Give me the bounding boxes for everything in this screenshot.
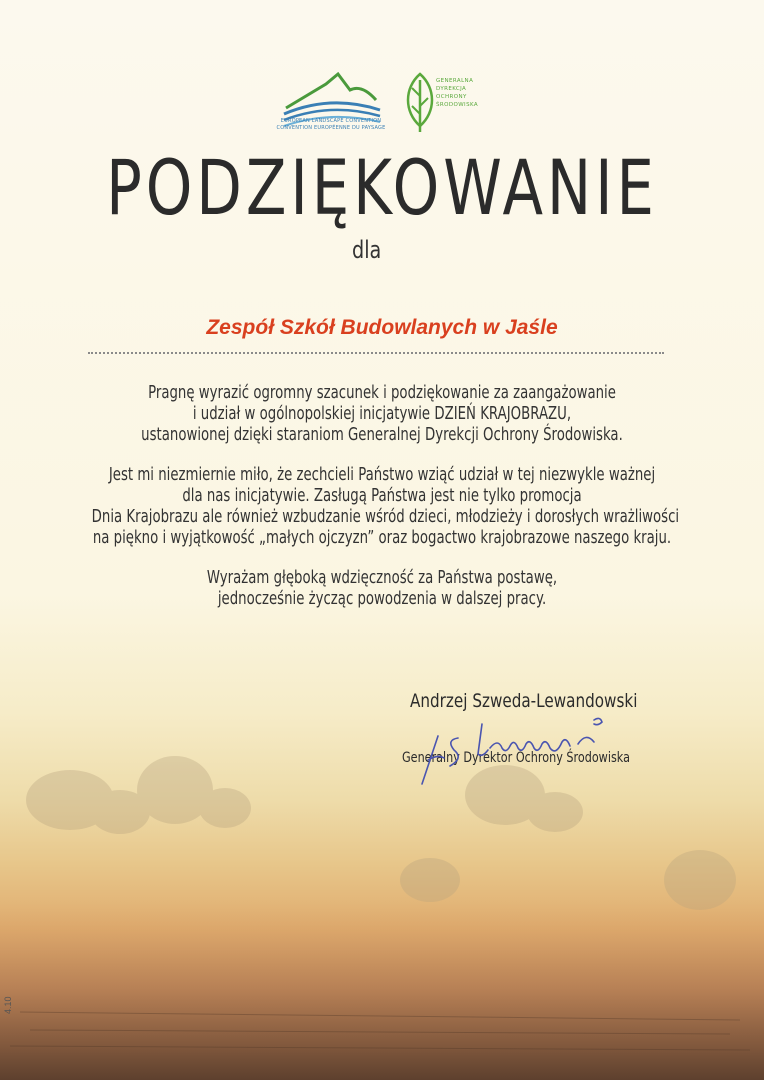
paragraph-gap: [92, 549, 673, 568]
body-line: jednocześnie życząc powodzenia w dalszej pracy.: [217, 589, 547, 609]
body-line: na piękno i wyjątkowość „małych ojczyzn” oraz bogactwo krajobrazowe naszego kraju.: [92, 528, 672, 548]
gdos-text-line: OCHRONY: [436, 94, 467, 100]
gdos-text-line: DYREKCJA: [436, 86, 467, 92]
signer-name: Andrzej Szweda-Lewandowski: [410, 690, 638, 712]
certificate-subtitle: dla: [352, 236, 382, 264]
certificate-body: [91, 383, 680, 610]
gdos-logo-text: [436, 77, 496, 109]
body-line: Dnia Krajobrazu ale również wzbudzanie wśród dzieci, młodzieży i dorosłych wrażliwości: [91, 507, 680, 527]
gdos-text-line: ŚRODOWISKA: [436, 102, 479, 108]
paragraph-gap: [92, 446, 673, 465]
body-line: dla nas inicjatywie. Zasługą Państwa jest nie tylko promocja: [182, 486, 582, 506]
elc-text-line: CONVENTION EUROPÉENNE DU PAYSAGE: [276, 125, 386, 131]
gdos-leaf-logo: [402, 68, 438, 134]
gdos-text-line: GENERALNA: [436, 78, 474, 84]
elc-text-line: EUROPEAN LANDSCAPE CONVENTION: [280, 118, 382, 124]
dotted-divider: [88, 352, 664, 354]
body-line: Jest mi niezmiernie miło, że zechcieli Państwo wziąć udział w tej niezwykle ważnej: [108, 465, 656, 485]
certificate-title: PODZIĘKOWANIE: [106, 143, 658, 232]
handwritten-signature: [398, 714, 614, 794]
body-line: i udział w ogólnopolskiej inicjatywie DZIEŃ KRAJOBRAZU,: [192, 404, 572, 424]
body-line: Pragnę wyrazić ogromny szacunek i podziękowanie za zaangażowanie: [148, 383, 616, 403]
elc-logo-text: [268, 118, 394, 132]
recipient-name: Zespół Szkół Budowlanych w Jaśle: [206, 316, 558, 339]
body-line: ustanowionej dzięki staraniom Generalnej Dyrekcji Ochrony Środowiska.: [141, 425, 623, 445]
side-mark: 4.10: [3, 996, 13, 1014]
body-line: Wyrażam głęboką wdzięczność za Państwa postawę,: [206, 568, 558, 588]
signer-title: Generalny Dyrektor Ochrony Środowiska: [402, 750, 630, 766]
